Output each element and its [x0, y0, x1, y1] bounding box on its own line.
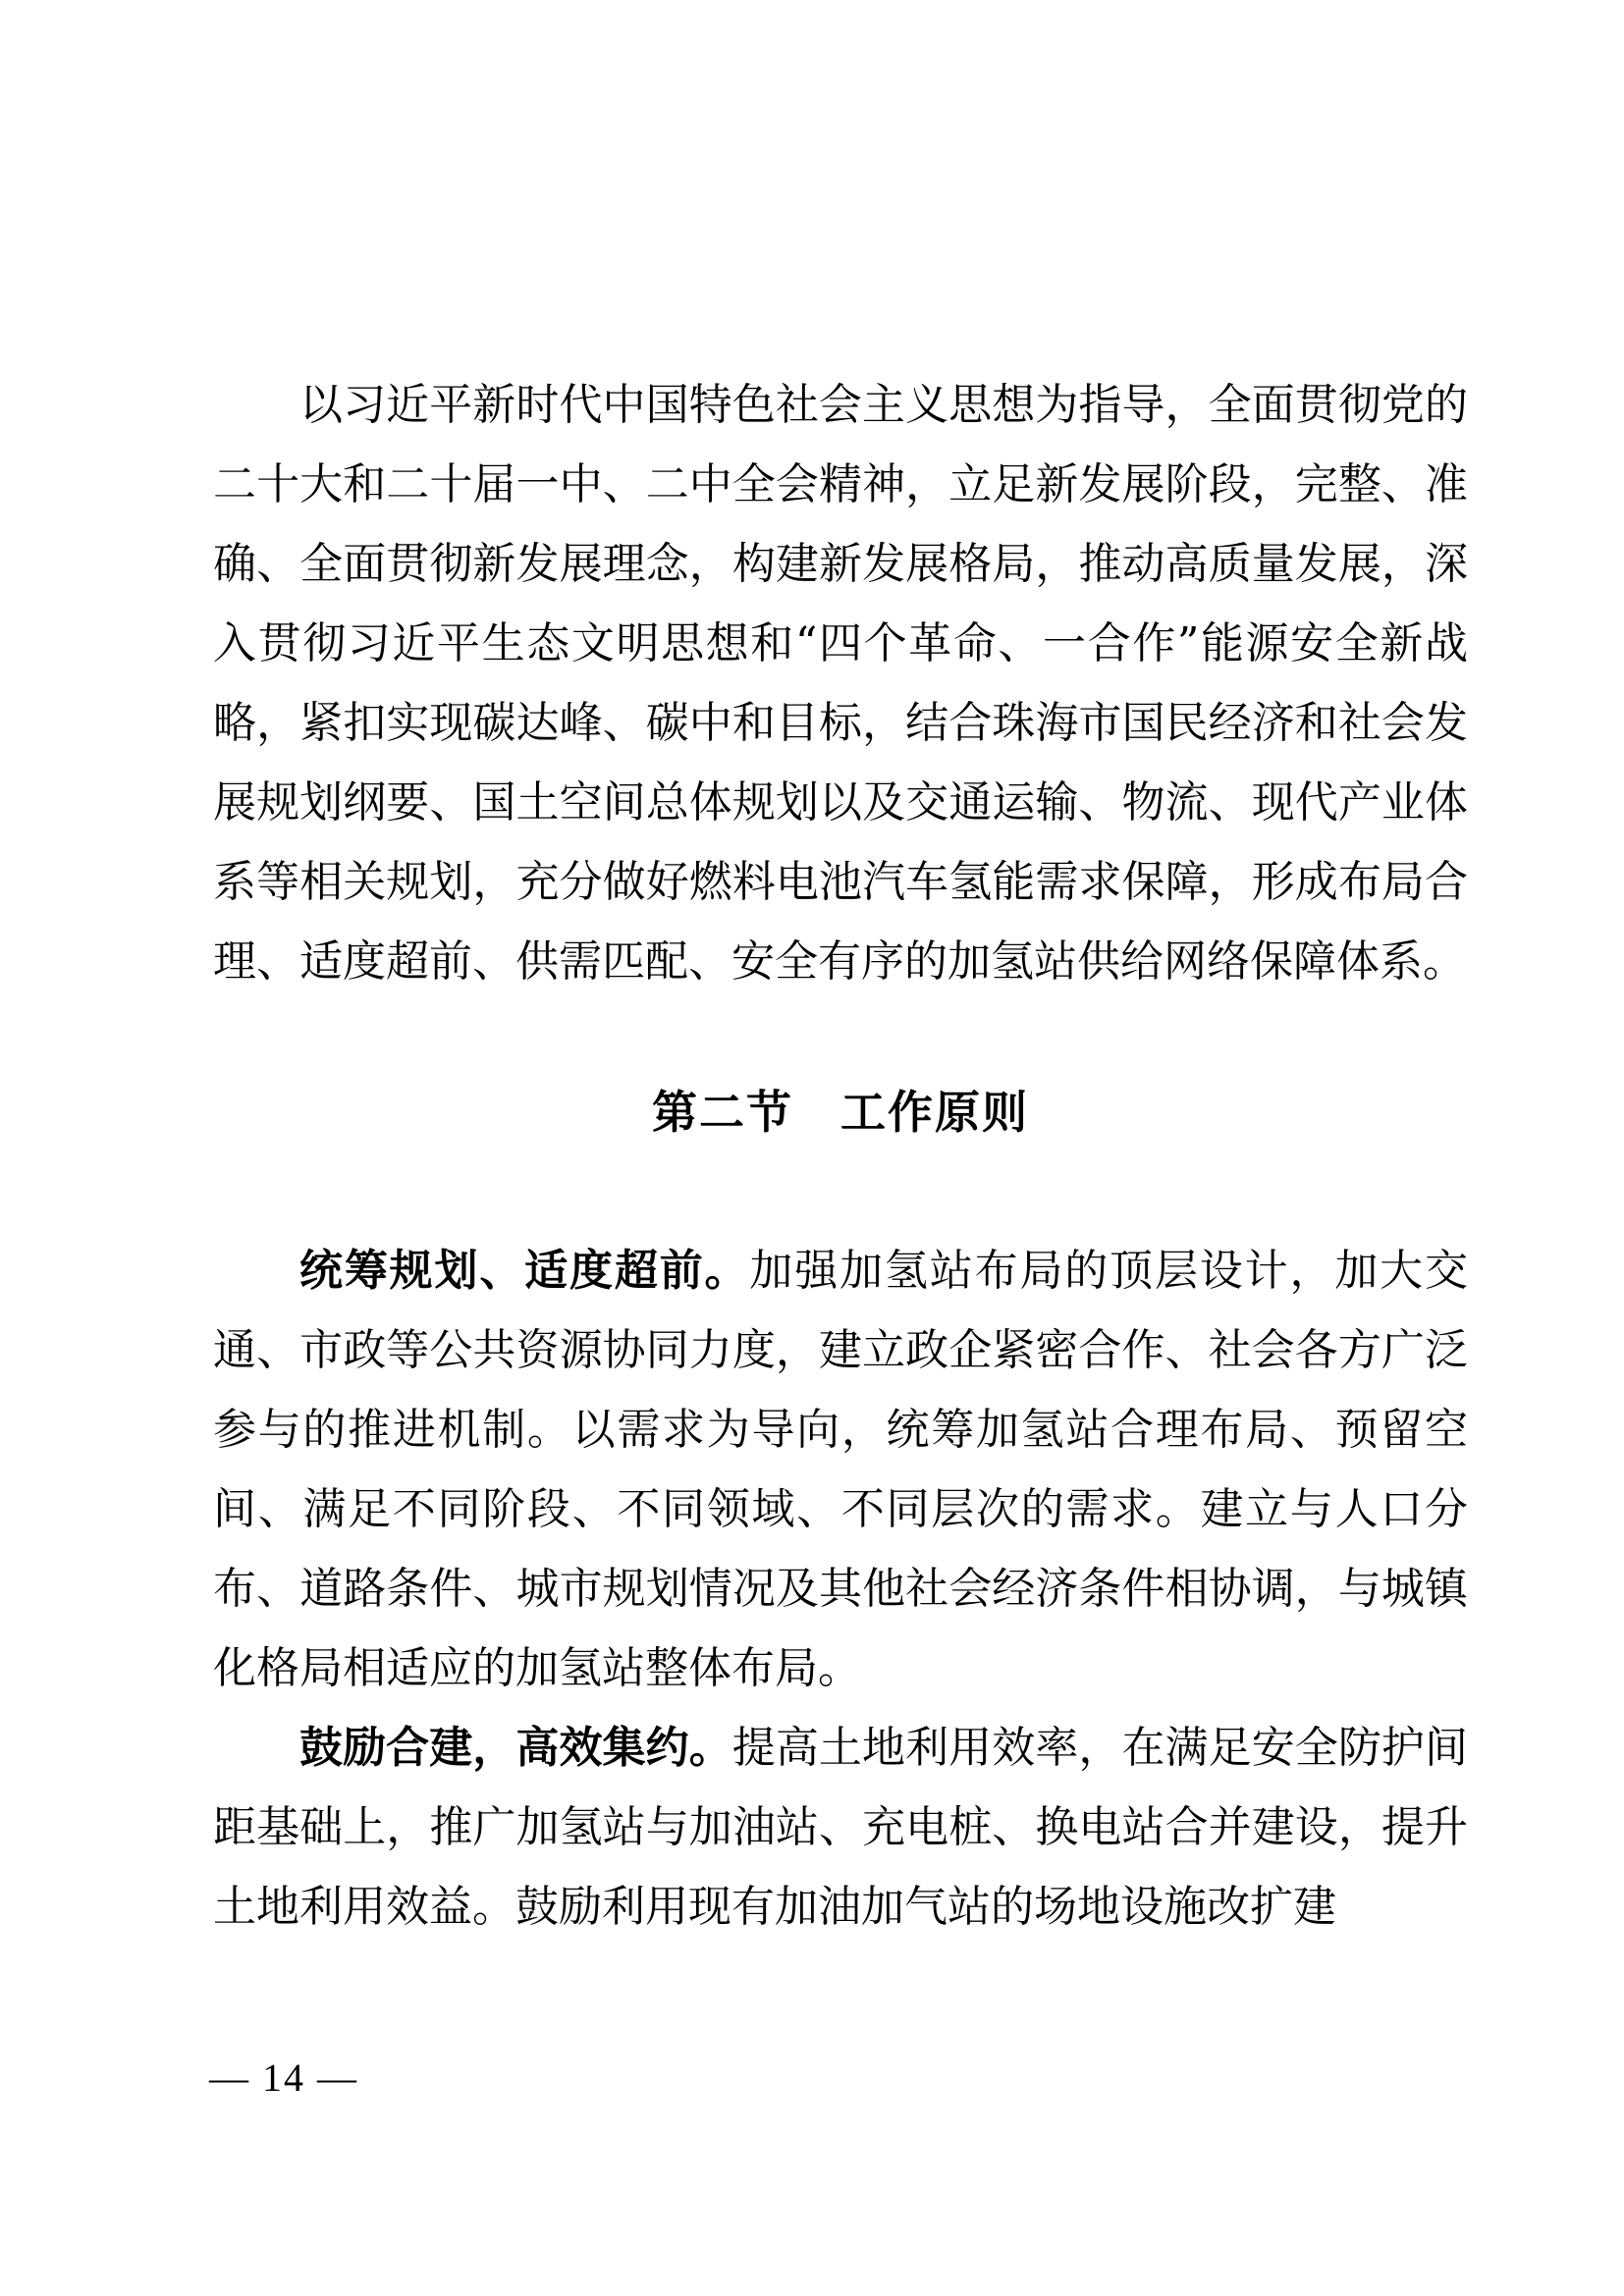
paragraph-overall-planning-text: 加强加氢站布局的顶层设计，加大交通、市政等公共资源协同力度，建立政企紧密合作、社会各方广泛参与的推进机制。以需求为导向，统筹加氢站合理布局、预留空间、满足不同阶段、不同领域、不同层次的需求。建立与人口分布、道路条件、城市规划情况及其他社会经济条件相协调，与城镇化格局相适应的加氢站整体布局。 [213, 1246, 1469, 1693]
section-heading: 第二节 工作原则 [652, 1086, 1029, 1139]
paragraph-joint-construction-text: 提高土地利用效率，在满足安全防护间距基础上，推广加氢站与加油站、充电桩、换电站合并建设，提升土地利用效益。鼓励利用现有加油加气站的场地设施改扩建 [213, 1723, 1469, 1932]
paragraph-joint-construction-lead: 鼓励合建，高效集约。 [299, 1723, 732, 1773]
paragraph-overall-planning-lead: 统筹规划、适度超前。 [299, 1246, 750, 1296]
paragraph-joint-construction [213, 1708, 1468, 1947]
paragraph-guiding-ideology: 以习近平新时代中国特色社会主义思想为指导，全面贯彻党的二十大和二十届一中、二中全会精神，立足新发展阶段，完整、准确、全面贯彻新发展理念，构建新发展格局，推动高质量发展，深入贯彻习近平生态文明思想和“四个革命、一合作”能源安全新战略，紧扣实现碳达峰、碳中和目标，结合珠海市国民经济和社会发展规划纲要、国土空间总体规划以及交通运输、物流、现代产业体系等相关规划，充分做好燃料电池汽车氢能需求保障，形成布局合理、适度超前、供需匹配、安全有序的加氢站供给网络保障体系。 [213, 380, 1468, 987]
page-content [213, 365, 1468, 1947]
paragraph-overall-planning [213, 1231, 1468, 1708]
page-number: — 14 — [209, 2056, 358, 2100]
